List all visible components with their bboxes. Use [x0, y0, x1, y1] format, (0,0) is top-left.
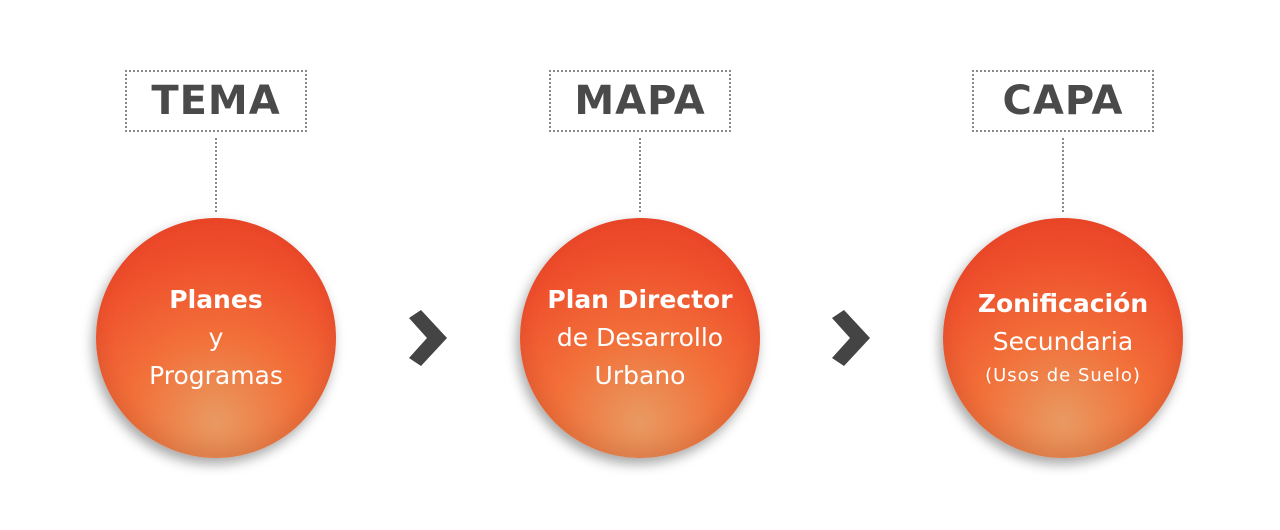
circle-line: Secundaria: [992, 327, 1134, 356]
dotted-connector: [639, 138, 641, 212]
circle-subnote: (Usos de Suelo): [985, 365, 1141, 386]
circle-title: Zonificación: [977, 289, 1149, 318]
chevron-right-icon: [830, 308, 872, 368]
circle-title: Plan Director: [547, 285, 733, 314]
stage-label-text: CAPA: [1002, 78, 1124, 124]
dotted-connector: [215, 138, 217, 212]
stage-label-text: MAPA: [574, 78, 706, 124]
circle-line: de Desarrollo: [556, 323, 724, 352]
stage-tema: [66, 0, 366, 530]
stage-label-tema: [125, 70, 307, 132]
circle-tema: [96, 218, 336, 458]
chevron-right-icon: [407, 308, 449, 368]
circle-line: Programas: [149, 361, 283, 390]
stage-label-capa: [972, 70, 1154, 132]
dotted-connector: [1062, 138, 1064, 212]
circle-mapa: [520, 218, 760, 458]
stage-label-mapa: [549, 70, 731, 132]
stage-mapa: [490, 0, 790, 530]
circle-line: y: [208, 323, 224, 352]
circle-title: Planes: [169, 285, 263, 314]
stage-capa: [913, 0, 1213, 530]
circle-capa: [943, 218, 1183, 458]
circle-line: Urbano: [594, 361, 686, 390]
stage-label-text: TEMA: [151, 78, 281, 124]
